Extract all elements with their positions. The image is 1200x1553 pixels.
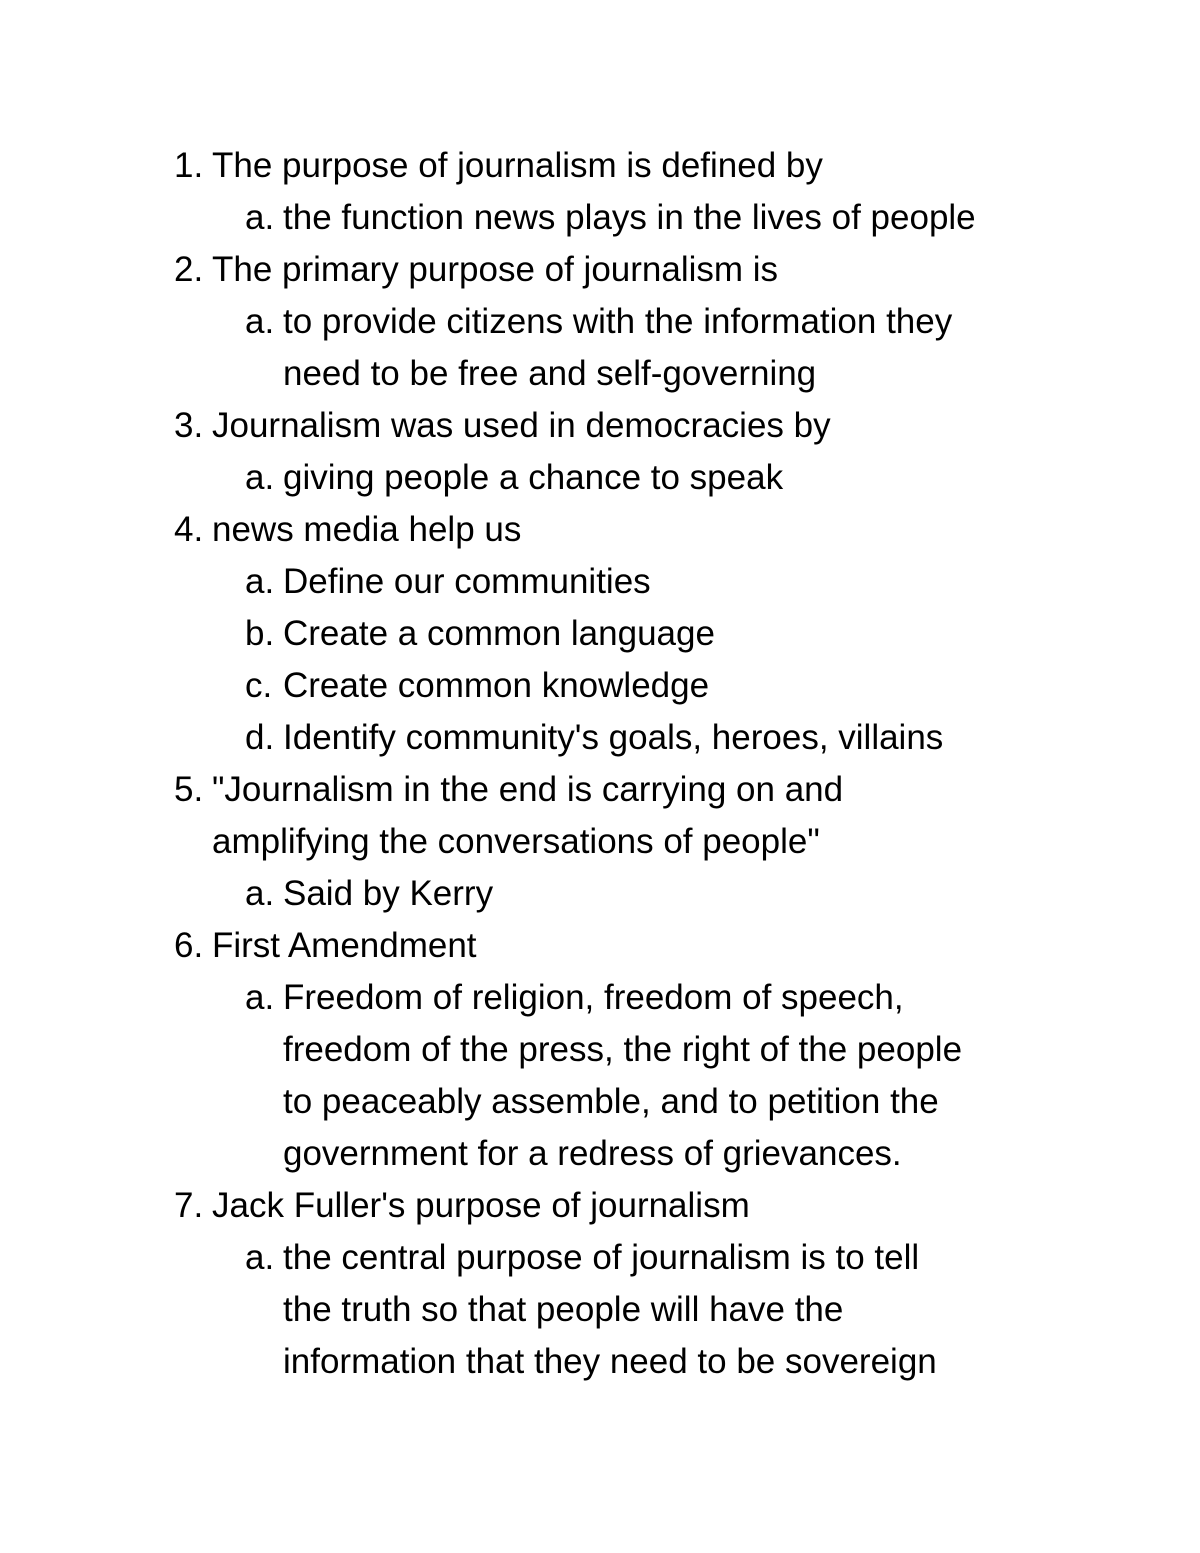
sub-item-text: the truth so that people will have the [283,1290,844,1329]
sub-item-letter: a. [245,562,275,601]
sub-item-text: the function news plays in the lives of people [283,198,976,237]
item-text: The primary purpose of journalism is [212,250,779,289]
sub-item-text: Freedom of religion, freedom of speech, [283,978,904,1017]
item-text: Jack Fuller's purpose of journalism [212,1186,750,1225]
sub-item-text: Create common knowledge [283,666,710,705]
sub-item-text: need to be free and self-governing [283,354,817,393]
sub-item-letter: b. [245,614,275,653]
sub-item-letter: a. [245,198,275,237]
item-text: Journalism was used in democracies by [212,406,831,445]
sub-item-letter: a. [245,1238,275,1277]
item-number: 3. [174,406,204,445]
sub-item-letter: c. [245,666,273,705]
item-text: The purpose of journalism is defined by [212,146,823,185]
sub-item-text: information that they need to be sovereign [283,1342,937,1381]
sub-item-text: the central purpose of journalism is to tell [283,1238,920,1277]
sub-item-letter: d. [245,718,275,757]
sub-item-text: Create a common language [283,614,715,653]
item-number: 7. [174,1186,204,1225]
sub-item-text: Identify community's goals, heroes, villains [283,718,944,757]
sub-item-letter: a. [245,978,275,1017]
item-text: news media help us [212,510,522,549]
item-text: First Amendment [212,926,477,965]
item-number: 5. [174,770,204,809]
item-number: 4. [174,510,204,549]
item-text: amplifying the conversations of people" [212,822,820,861]
sub-item-letter: a. [245,874,275,913]
sub-item-text: to provide citizens with the information they [283,302,953,341]
item-number: 2. [174,250,204,289]
item-number: 1. [174,146,204,185]
sub-item-text: giving people a chance to speak [283,458,784,497]
sub-item-text: freedom of the press, the right of the people [283,1030,963,1069]
sub-item-text: to peaceably assemble, and to petition the [283,1082,939,1121]
sub-item-letter: a. [245,458,275,497]
sub-item-letter: a. [245,302,275,341]
sub-item-text: Said by Kerry [283,874,494,913]
item-text: "Journalism in the end is carrying on and [212,770,844,809]
sub-item-text: government for a redress of grievances. [283,1134,902,1173]
sub-item-text: Define our communities [283,562,651,601]
item-number: 6. [174,926,204,965]
